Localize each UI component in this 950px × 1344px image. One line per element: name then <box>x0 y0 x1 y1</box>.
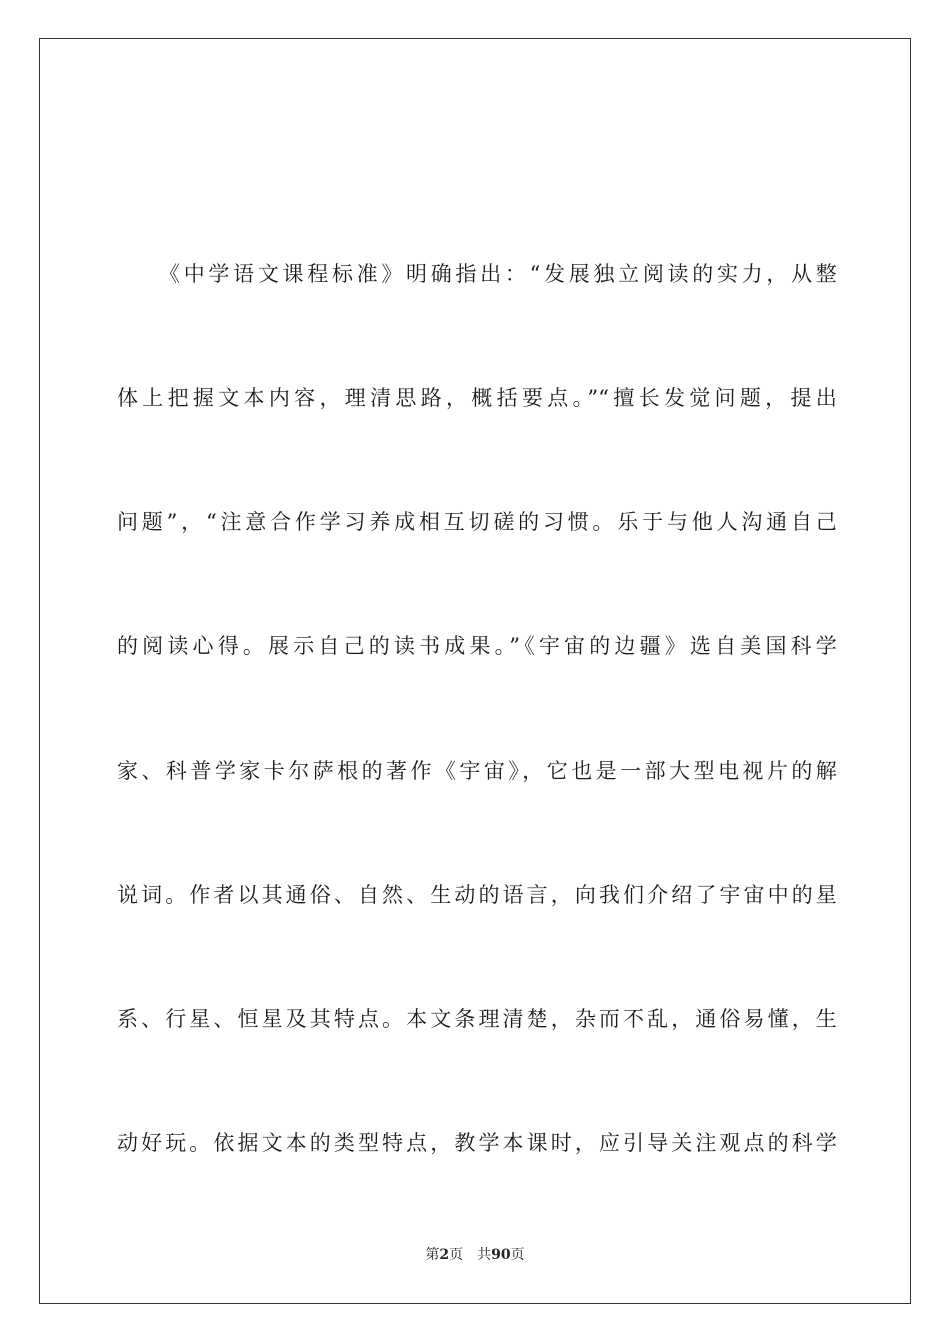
page-suffix: 页 <box>449 1247 464 1263</box>
paragraph-line: 动好玩。依据文本的类型特点，教学本课时，应引导关注观点的科学 <box>117 1131 837 1155</box>
page-prefix: 第 <box>425 1247 440 1263</box>
total-suffix: 页 <box>510 1247 525 1263</box>
page-border <box>39 38 911 1304</box>
page-footer <box>0 1246 950 1264</box>
paragraph-line: 说词。作者以其通俗、自然、生动的语言，向我们介绍了宇宙中的星 <box>117 883 837 907</box>
total-pages: 90 <box>491 1247 511 1263</box>
total-prefix: 共 <box>477 1247 492 1263</box>
paragraph-line: 的阅读心得。展示自己的读书成果。”《宇宙的边疆》选自美国科学 <box>117 634 837 658</box>
paragraph-line: 问题”，“注意合作学习养成相互切磋的习惯。乐于与他人沟通自己 <box>117 510 837 534</box>
paragraph-line: 体上把握文本内容，理清思路，概括要点。”“擅长发觉问题，提出 <box>117 386 837 410</box>
paragraph-line: 系、行星、恒星及其特点。本文条理清楚，杂而不乱，通俗易懂，生 <box>117 1007 837 1031</box>
page-number: 2 <box>439 1247 450 1263</box>
paragraph-line: 《中学语文课程标准》明确指出：“发展独立阅读的实力，从整 <box>159 262 837 286</box>
paragraph-line: 家、科普学家卡尔萨根的著作《宇宙》，它也是一部大型电视片的解 <box>117 759 837 783</box>
